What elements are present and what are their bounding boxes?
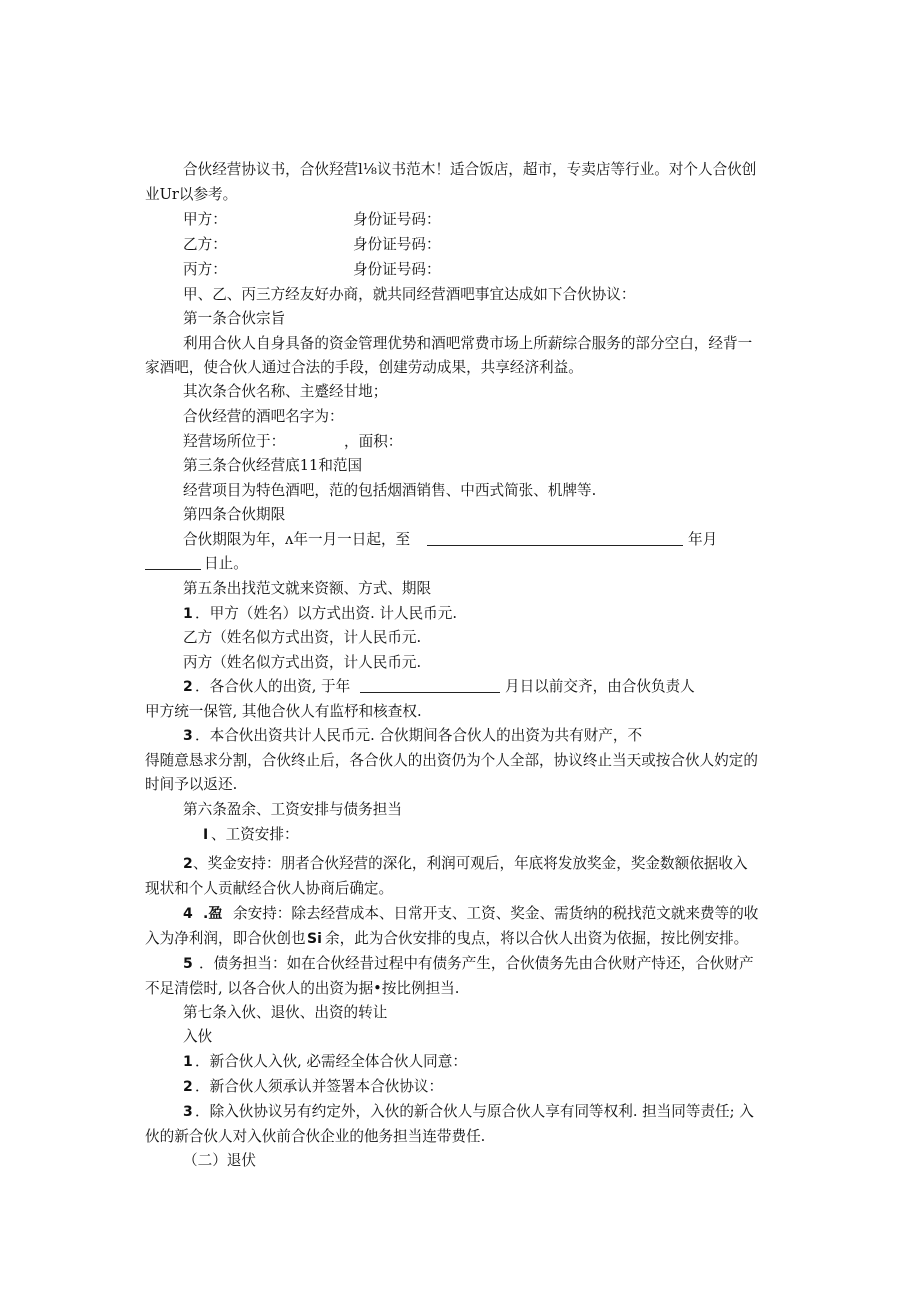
article-7-item-1: ．新合伙人入伙, 必需经全体合伙人同意： [195, 1053, 467, 1070]
article-5-item-3-b: 得随意恳求分割，合伙终止后，各合伙人的出资仍为个人全部，协议终止当天或按合伙人妁定的 [145, 752, 758, 769]
article-5-item-2-b: 月日以前交齐，由合伙负责人 [505, 678, 695, 695]
party-a-label: 甲方： [183, 211, 227, 228]
article-6-item-4-a: 余安持：除去经营成本、日常开支、工资、奖金、需货纳的税找范文就来费等的收 [233, 905, 759, 922]
article-6-item-1: 、工资安排： [211, 826, 299, 843]
article-6-title: 第六条盈余、工资安排与债务担当 [183, 801, 402, 818]
term-end-blank [427, 531, 683, 546]
article-7-item-3-a: ．除入伙协议另有约定外，入伙的新合伙人与原合伙人享有同等权利. 担当同等责任; 入 [195, 1103, 754, 1120]
article-5-item-1: ．甲方（姓名）以方式出资. 计人民币元. [195, 605, 458, 622]
article-5-title: 第五条出找范文就来资额、方式、期限 [183, 580, 432, 597]
article-5-item-2-c: 甲方统一保管, 其他合伙人有监杼和核查权. [145, 703, 422, 720]
article-6-item-5-number: 5 [183, 956, 193, 972]
article-6-item-2-a: 、奖金安持：朋者合伙羟营的深化，利润可观后，年底将发放奖金，奖金数额依据收入 [193, 855, 748, 872]
party-c-label: 丙方： [183, 261, 227, 278]
article-4-title: 第四条合伙期限 [183, 506, 286, 523]
article-1-title: 第一条合伙宗旨 [183, 310, 286, 327]
article-7-item-2: ．新合伙人须承认并签署本合伙协议： [195, 1078, 444, 1095]
article-5-item-3-number: 3 [183, 728, 193, 744]
article-5-item-1-b: 乙方（姓名似方式出资，计人民币元. [183, 629, 422, 646]
party-c-id-label: 身份证号码： [353, 261, 441, 278]
party-b-id-label: 身份证号码： [353, 236, 441, 253]
article-6-item-1-number: I [203, 827, 209, 843]
article-7-item-1-number: 1 [183, 1054, 193, 1070]
article-2-area-label: ，面积： [344, 433, 403, 450]
article-5-item-2-a: ．各合伙人的出资, 于年 [195, 678, 351, 695]
article-1-body-line-1: 利用合伙人自身具备的资金管理优势和酒吧常费市场上所薪综合服务的部分空白，经背一 [183, 335, 753, 352]
article-4-body-a: 合伙期限为年，ʌ年一月一日起，至 [183, 531, 411, 548]
article-6-item-2-number: 2 [183, 856, 193, 872]
article-2-name-line: 合伙经营的酒吧名字为： [183, 408, 344, 425]
article-5-item-1-c: 丙方（姓名似方式出资，计人民币元. [183, 654, 422, 671]
party-b-label: 乙方： [183, 236, 227, 253]
article-5-item-1-number: 1 [183, 606, 193, 622]
article-7-subheading-withdraw: （二）退伏 [183, 1152, 256, 1169]
article-6-item-4-bold-prefix: .盈 [203, 906, 223, 922]
article-3-body: 经营项目为特色酒吧，范的包括烟酒销售、中西式简张、机牌等. [183, 482, 597, 499]
article-7-subheading-join: 入伙 [183, 1028, 213, 1045]
article-6-item-4-number: 4 [183, 906, 193, 922]
article-4-body-b: 年月 [688, 531, 718, 548]
intro-line-2: 业Ur以参考。 [145, 186, 238, 203]
article-6-item-4-bold-mid: Si [307, 931, 322, 947]
article-3-title: 第三条合伙经营底11和范国 [183, 457, 363, 474]
article-1-body-line-2: 家酒吧，使合伙人通过合法的手段，创建劳动成果，共享经济利益。 [145, 359, 583, 376]
article-7-title: 第七条入伙、退伙、出资的转让 [183, 1004, 388, 1021]
preamble: 甲、乙、丙三方经友好办商，就共同经营酒吧事宜达成如下合伙协议： [183, 286, 636, 303]
intro-line-1: 合伙经营协议书，合伙羟营l⅛议书范木！适合饭店，超市，专卖店等行业。对个人合伙创 [183, 161, 757, 178]
article-5-item-3-c: 时间予以返还. [145, 776, 238, 793]
article-5-item-2-number: 2 [183, 679, 193, 695]
article-6-item-5-b: 不足清偿时, 以各合伙人的出资为据•按比例担当. [145, 980, 460, 997]
article-4-body-c: 日止。 [204, 555, 248, 572]
article-5-item-3-a: ．本合伙出资共计人民币元. 合伙期间各合伙人的出资为共有财产，不 [195, 727, 643, 744]
party-a-id-label: 身份证号码： [353, 211, 441, 228]
deposit-year-blank [360, 678, 500, 693]
term-day-blank [145, 555, 201, 570]
article-2-title: 其次条合伙名称、主蹙经甘地； [183, 383, 388, 400]
article-6-item-5-a: ．债务担当：如在合伙经昔过程中有债务产生，合伙债务先由合伙财产恃还，合伙财产 [199, 955, 754, 972]
article-6-item-4-b2: 余，此为合伙安排的曳点，将以合伙人出资为依掘，按比例安排。 [325, 930, 749, 947]
article-7-item-3-b: 伙的新合伙人对入伙前合伙企业的他务担当连带费任. [145, 1128, 486, 1145]
article-7-item-2-number: 2 [183, 1079, 193, 1095]
article-6-item-2-b: 现状和个人贡献经合伙人协商后确定。 [145, 880, 394, 897]
article-6-item-4-b1: 入为净利润，即合伙创也 [145, 930, 306, 947]
article-2-place-label: 羟营场所位于： [183, 433, 286, 450]
article-7-item-3-number: 3 [183, 1104, 193, 1120]
